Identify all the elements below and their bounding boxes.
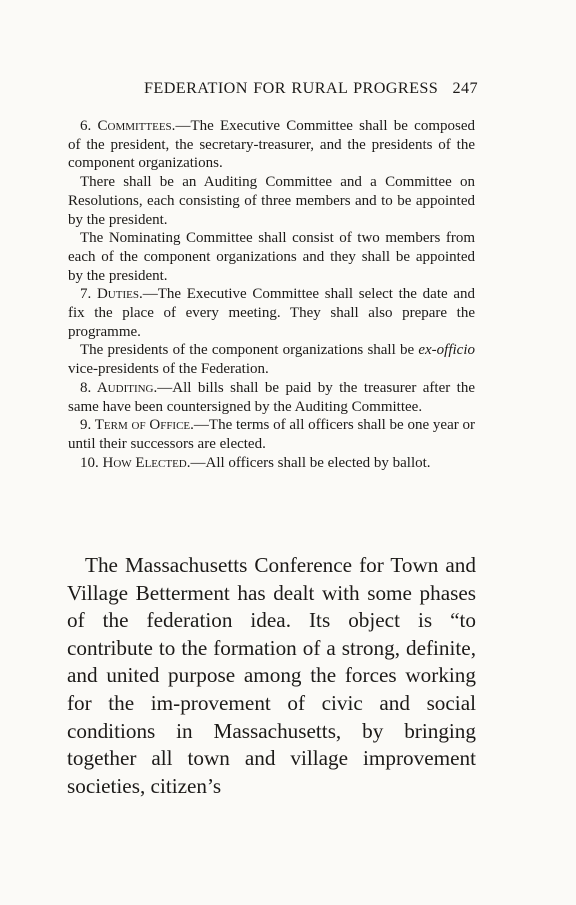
section-how-elected [68,454,475,473]
section-text: —The Executive Committee shall be composed of the president, the secretary-treasurer, and the presidents of the component organizations. [68,118,475,172]
section-text: —The terms of all officers shall be one year or until their successors are elected. [68,417,475,452]
section-duties [68,285,475,341]
bylaws-section [68,117,475,472]
section-heading: 9. Term of Office. [80,417,194,434]
section-committees [68,117,475,173]
italic-term: ex-officio [418,342,475,359]
section-text: There shall be an Auditing Committee and a Committee on Resolutions, each consisting of three members and to be appointed by the president. [68,174,475,228]
running-head-title: FEDERATION FOR RURAL PROGRESS [144,79,439,97]
running-head [144,78,478,98]
paragraph-nominating-committee [68,229,475,285]
main-text [67,552,476,800]
section-text: vice-presidents of the Federation. [68,361,269,378]
section-heading: 7. Duties. [80,286,143,303]
section-heading: 6. Committees. [80,118,176,134]
section-text: —All bills shall be paid by the treasurer after the same have been countersigned by the Auditing Committee. [68,379,475,415]
section-text: —The Executive Committee shall select the date and fix the place of every meeting. They shall also prepare the programme. [68,286,476,340]
page-number: 247 [452,79,478,97]
section-text: The Nominating Committee shall consist of two members from each of the component organizations and they shall be appointed by the president. [68,230,475,284]
paragraph-vice-presidents [68,341,475,378]
section-heading: 10. How Elected. [80,454,191,471]
section-auditing [68,379,475,416]
body-paragraph: The Massachusetts Conference for Town and Village Betterment has dealt with some phases of the federation idea. Its object is “to contribute to the formation of a strong, definite, and united purpose among the forces working for the im-provement of civic and social conditions in Massachusetts, by bringing together all town and village improvement societies, citizen’s [67,553,476,798]
paragraph-auditing-committee [68,173,475,229]
section-term-of-office [68,416,475,453]
section-text: —All officers shall be elected by ballot. [190,454,431,471]
section-heading: 8. Auditing. [80,379,158,396]
section-text: The presidents of the component organizations shall be [80,342,419,359]
